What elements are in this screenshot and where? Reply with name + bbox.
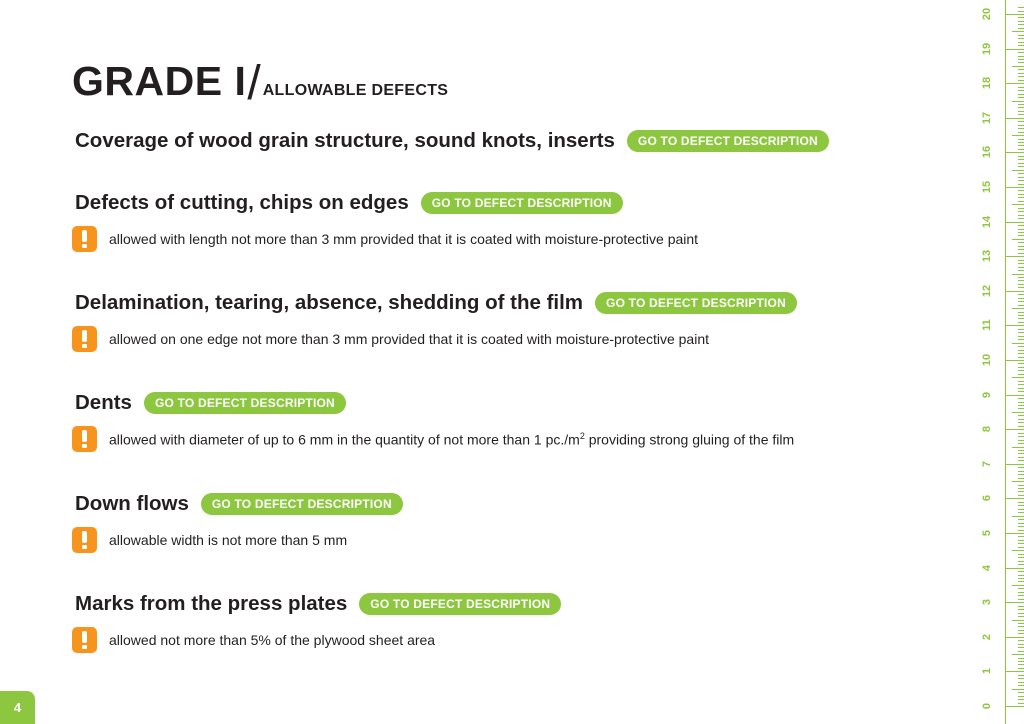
- ruler-tick: [1018, 94, 1024, 95]
- ruler-label: 4: [981, 564, 993, 572]
- section-cutting-defects: [75, 188, 698, 252]
- ruler-tick: [1018, 370, 1024, 371]
- ruler-tick: [1018, 114, 1024, 115]
- ruler-tick: [1018, 315, 1024, 316]
- ruler-tick: [1018, 588, 1024, 589]
- ruler-tick: [1018, 599, 1024, 600]
- ruler-tick: [1005, 360, 1024, 361]
- ruler-tick: [1018, 426, 1024, 427]
- ruler-tick: [1018, 163, 1024, 164]
- ruler-tick: [1018, 17, 1024, 18]
- ruler-tick: [1018, 557, 1024, 558]
- ruler-tick: [1018, 62, 1024, 63]
- ruler-tick: [1018, 267, 1024, 268]
- ruler-tick: [1018, 609, 1024, 610]
- ruler-tick: [1018, 651, 1024, 652]
- ruler-label: 11: [981, 319, 993, 331]
- ruler-tick: [1012, 239, 1024, 240]
- section-title: Delamination, tearing, absence, shedding of the film: [75, 291, 584, 314]
- ruler-tick: [1018, 523, 1024, 524]
- ruler-tick: [1018, 24, 1024, 25]
- ruler-tick: [1012, 516, 1024, 517]
- ruler-tick: [1018, 519, 1024, 520]
- ruler-tick: [1018, 478, 1024, 479]
- ruler-tick: [1018, 208, 1024, 209]
- ruler-label: 18: [981, 76, 993, 90]
- ruler-tick: [1005, 706, 1024, 707]
- ruler-tick: [1018, 139, 1024, 140]
- ruler-tick: [1018, 578, 1024, 579]
- ruler-tick: [1018, 28, 1024, 29]
- ruler-tick: [1018, 668, 1024, 669]
- ruler-tick: [1018, 419, 1024, 420]
- ruler-tick: [1005, 671, 1024, 672]
- ruler-tick: [1018, 398, 1024, 399]
- ruler-tick: [1018, 350, 1024, 351]
- ruler-tick: [1018, 381, 1024, 382]
- ruler-tick: [1018, 270, 1024, 271]
- ruler-tick: [1018, 177, 1024, 178]
- ruler-tick: [1018, 581, 1024, 582]
- ruler-tick: [1018, 194, 1024, 195]
- ruler-tick: [1018, 180, 1024, 181]
- ruler-tick: [1012, 204, 1024, 205]
- go-to-defect-description-button[interactable]: GO TO DEFECT DESCRIPTION: [359, 593, 561, 615]
- ruler-tick: [1018, 595, 1024, 596]
- ruler-tick: [1005, 637, 1024, 638]
- ruler-tick: [1018, 696, 1024, 697]
- ruler-tick: [1018, 215, 1024, 216]
- ruler-tick: [1018, 623, 1024, 624]
- ruler-tick: [1005, 498, 1024, 499]
- ruler-label: 13: [981, 249, 993, 263]
- ruler-tick: [1018, 471, 1024, 472]
- section-note: allowed not more than 5% of the plywood sheet area: [109, 632, 436, 648]
- ruler-tick: [1018, 491, 1024, 492]
- ruler-tick: [1012, 447, 1024, 448]
- ruler-tick: [1018, 415, 1024, 416]
- ruler-label: 19: [981, 42, 993, 56]
- ruler-tick: [1018, 630, 1024, 631]
- ruler-tick: [1018, 218, 1024, 219]
- ruler-tick: [1018, 543, 1024, 544]
- ruler-tick: [1018, 526, 1024, 527]
- ruler-tick: [1018, 357, 1024, 358]
- ruler-tick: [1018, 201, 1024, 202]
- ruler-tick: [1005, 291, 1024, 292]
- ruler-tick: [1018, 453, 1024, 454]
- ruler-tick: [1005, 256, 1024, 257]
- ruler-tick: [1018, 7, 1024, 8]
- ruler-tick: [1018, 125, 1024, 126]
- ruler-tick: [1018, 575, 1024, 576]
- ruler-tick: [1005, 152, 1024, 153]
- section-press-plate-marks: [75, 589, 561, 653]
- ruler-tick: [1018, 90, 1024, 91]
- ruler-label: 8: [981, 425, 993, 433]
- title-slash: /: [247, 57, 261, 110]
- ruler-tick: [1005, 568, 1024, 569]
- ruler-tick: [1018, 145, 1024, 146]
- ruler-tick: [1018, 433, 1024, 434]
- ruler-tick: [1012, 412, 1024, 413]
- ruler-label: 14: [981, 215, 993, 229]
- ruler-tick: [1018, 675, 1024, 676]
- title-subtitle: ALLOWABLE DEFECTS: [262, 82, 449, 99]
- ruler-line: [1005, 0, 1006, 724]
- section-dents: [75, 388, 794, 452]
- ruler-tick: [1018, 211, 1024, 212]
- ruler-tick: [1018, 391, 1024, 392]
- ruler-tick: [1012, 101, 1024, 102]
- section-note: allowable width is not more than 5 mm: [109, 532, 348, 548]
- ruler-tick: [1012, 274, 1024, 275]
- ruler-tick: [1018, 87, 1024, 88]
- go-to-defect-description-button[interactable]: GO TO DEFECT DESCRIPTION: [144, 392, 346, 414]
- section-title: Defects of cutting, chips on edges: [75, 191, 409, 214]
- ruler-tick: [1018, 284, 1024, 285]
- ruler-tick: [1018, 225, 1024, 226]
- ruler-tick: [1012, 135, 1024, 136]
- ruler-tick: [1018, 388, 1024, 389]
- ruler-tick: [1018, 287, 1024, 288]
- section-title: Marks from the press plates: [75, 592, 348, 615]
- ruler-tick: [1018, 405, 1024, 406]
- ruler-tick: [1018, 235, 1024, 236]
- ruler-tick: [1018, 474, 1024, 475]
- ruler-tick: [1018, 495, 1024, 496]
- ruler-tick: [1018, 11, 1024, 12]
- ruler-tick: [1018, 613, 1024, 614]
- ruler-tick: [1018, 443, 1024, 444]
- ruler-tick: [1018, 616, 1024, 617]
- ruler-tick: [1012, 377, 1024, 378]
- ruler-tick: [1005, 187, 1024, 188]
- ruler-tick: [1018, 301, 1024, 302]
- ruler-tick: [1005, 222, 1024, 223]
- ruler-tick: [1012, 343, 1024, 344]
- ruler-tick: [1018, 682, 1024, 683]
- ruler-tick: [1018, 512, 1024, 513]
- ruler-tick: [1018, 35, 1024, 36]
- ruler-tick: [1018, 606, 1024, 607]
- ruler-tick: [1018, 111, 1024, 112]
- ruler-label: 20: [981, 7, 993, 21]
- ruler-tick: [1018, 277, 1024, 278]
- ruler-tick: [1018, 564, 1024, 565]
- ruler-label: 6: [981, 494, 993, 502]
- ruler-label: 7: [981, 460, 993, 468]
- ruler-tick: [1018, 703, 1024, 704]
- title-grade: GRADE I: [72, 58, 247, 104]
- ruler-tick: [1018, 363, 1024, 364]
- note-text-part: providing strong gluing of the film: [584, 431, 795, 448]
- ruler-tick: [1018, 664, 1024, 665]
- ruler-label: 15: [981, 180, 993, 194]
- ruler-tick: [1018, 142, 1024, 143]
- ruler-tick: [1018, 485, 1024, 486]
- go-to-defect-description-button[interactable]: GO TO DEFECT DESCRIPTION: [421, 192, 623, 214]
- ruler-tick: [1018, 166, 1024, 167]
- ruler-tick: [1018, 699, 1024, 700]
- ruler-tick: [1005, 429, 1024, 430]
- section-down-flows: [75, 489, 403, 553]
- ruler-tick: [1018, 232, 1024, 233]
- ruler-tick: [1018, 73, 1024, 74]
- ruler-tick: [1018, 488, 1024, 489]
- ruler-tick: [1018, 384, 1024, 385]
- section-coverage: [75, 126, 829, 156]
- ruler-label: 17: [981, 111, 993, 125]
- ruler-label: 1: [981, 667, 993, 675]
- section-title: Down flows: [75, 492, 189, 515]
- warning-icon: [72, 226, 97, 252]
- ruler-tick: [1018, 640, 1024, 641]
- ruler-label: 5: [981, 529, 993, 537]
- ruler-tick: [1018, 644, 1024, 645]
- ruler-label: 0: [981, 702, 993, 710]
- ruler-tick: [1018, 97, 1024, 98]
- page-title: [72, 52, 449, 110]
- ruler-label: 9: [981, 391, 993, 399]
- ruler-tick: [1018, 159, 1024, 160]
- ruler-tick: [1018, 121, 1024, 122]
- warning-icon: [72, 627, 97, 653]
- ruler-tick: [1018, 253, 1024, 254]
- ruler-tick: [1005, 602, 1024, 603]
- ruler-tick: [1018, 184, 1024, 185]
- ruler-tick: [1018, 149, 1024, 150]
- ruler-label: 12: [981, 284, 993, 298]
- ruler-tick: [1018, 104, 1024, 105]
- ruler-tick: [1018, 294, 1024, 295]
- ruler-tick: [1012, 31, 1024, 32]
- ruler-tick: [1018, 21, 1024, 22]
- go-to-defect-description-button[interactable]: GO TO DEFECT DESCRIPTION: [627, 130, 829, 152]
- ruler-tick: [1018, 107, 1024, 108]
- ruler-tick: [1018, 647, 1024, 648]
- ruler-tick: [1018, 336, 1024, 337]
- ruler-tick: [1018, 76, 1024, 77]
- ruler-tick: [1018, 242, 1024, 243]
- ruler-tick: [1018, 530, 1024, 531]
- go-to-defect-description-button[interactable]: GO TO DEFECT DESCRIPTION: [201, 493, 403, 515]
- ruler-tick: [1012, 620, 1024, 621]
- ruler-tick: [1018, 156, 1024, 157]
- ruler-tick: [1018, 339, 1024, 340]
- ruler-tick: [1018, 460, 1024, 461]
- ruler-tick: [1005, 118, 1024, 119]
- note-superscript: 2: [579, 430, 585, 441]
- ruler-tick: [1018, 536, 1024, 537]
- ruler-tick: [1018, 547, 1024, 548]
- ruler-tick: [1018, 329, 1024, 330]
- ruler-tick: [1005, 533, 1024, 534]
- ruler-tick: [1018, 80, 1024, 81]
- ruler-tick: [1005, 49, 1024, 50]
- section-note: [109, 431, 794, 448]
- ruler-tick: [1018, 450, 1024, 451]
- ruler-tick: [1018, 249, 1024, 250]
- ruler-tick: [1018, 540, 1024, 541]
- ruler-tick: [1018, 509, 1024, 510]
- go-to-defect-description-button[interactable]: GO TO DEFECT DESCRIPTION: [595, 292, 797, 314]
- ruler-tick: [1012, 550, 1024, 551]
- ruler-tick: [1018, 367, 1024, 368]
- ruler-tick: [1005, 83, 1024, 84]
- warning-icon: [72, 527, 97, 553]
- ruler-tick: [1005, 14, 1024, 15]
- ruler-tick: [1018, 346, 1024, 347]
- ruler-tick: [1018, 633, 1024, 634]
- warning-icon: [72, 426, 97, 452]
- ruler-tick: [1018, 56, 1024, 57]
- ruler-tick: [1005, 464, 1024, 465]
- section-delamination: [75, 288, 797, 352]
- ruler-tick: [1012, 308, 1024, 309]
- ruler-tick: [1018, 132, 1024, 133]
- ruler-tick: [1018, 52, 1024, 53]
- ruler-tick: [1018, 505, 1024, 506]
- ruler-tick: [1018, 554, 1024, 555]
- ruler-tick: [1018, 246, 1024, 247]
- ruler-tick: [1018, 661, 1024, 662]
- ruler-tick: [1005, 395, 1024, 396]
- ruler-tick: [1018, 571, 1024, 572]
- ruler-tick: [1018, 685, 1024, 686]
- ruler-label: 10: [981, 353, 993, 367]
- ruler-tick: [1018, 197, 1024, 198]
- note-text-part: allowed with diameter of up to 6 mm in the quantity of not more than 1 pc./m: [109, 431, 580, 448]
- ruler-tick: [1018, 38, 1024, 39]
- ruler-tick: [1018, 332, 1024, 333]
- page-number: 4: [0, 691, 35, 724]
- ruler-tick: [1018, 69, 1024, 70]
- ruler-tick: [1018, 402, 1024, 403]
- ruler-tick: [1018, 190, 1024, 191]
- ruler-label: 3: [981, 598, 993, 606]
- ruler-tick: [1012, 585, 1024, 586]
- ruler-tick: [1018, 592, 1024, 593]
- ruler-tick: [1018, 128, 1024, 129]
- ruler-tick: [1018, 322, 1024, 323]
- ruler-tick: [1018, 626, 1024, 627]
- ruler-tick: [1012, 689, 1024, 690]
- ruler-tick: [1018, 440, 1024, 441]
- ruler-tick: [1018, 280, 1024, 281]
- ruler-tick: [1018, 692, 1024, 693]
- ruler-tick: [1018, 467, 1024, 468]
- ruler-tick: [1018, 173, 1024, 174]
- ruler-tick: [1018, 678, 1024, 679]
- ruler-tick: [1018, 42, 1024, 43]
- ruler-tick: [1018, 229, 1024, 230]
- ruler-tick: [1005, 325, 1024, 326]
- ruler-tick: [1012, 66, 1024, 67]
- ruler-tick: [1018, 457, 1024, 458]
- ruler-label: 16: [981, 145, 993, 159]
- section-title: Coverage of wood grain structure, sound knots, inserts: [75, 129, 615, 152]
- ruler-tick: [1012, 481, 1024, 482]
- section-title: Dents: [75, 391, 132, 414]
- ruler-tick: [1018, 260, 1024, 261]
- ruler-label: 2: [981, 633, 993, 641]
- ruler-tick: [1018, 502, 1024, 503]
- ruler-tick: [1018, 353, 1024, 354]
- ruler-tick: [1018, 45, 1024, 46]
- ruler-tick: [1018, 59, 1024, 60]
- ruler-tick: [1018, 312, 1024, 313]
- section-note: allowed on one edge not more than 3 mm provided that it is coated with moisture-protective paint: [109, 331, 709, 347]
- ruler-tick: [1018, 263, 1024, 264]
- ruler-tick: [1018, 318, 1024, 319]
- ruler-tick: [1018, 374, 1024, 375]
- warning-icon: [72, 326, 97, 352]
- ruler-tick: [1018, 658, 1024, 659]
- ruler-tick: [1018, 408, 1024, 409]
- ruler-tick: [1018, 298, 1024, 299]
- ruler-tick: [1012, 654, 1024, 655]
- ruler-tick: [1018, 422, 1024, 423]
- ruler-tick: [1018, 436, 1024, 437]
- section-note: allowed with length not more than 3 mm provided that it is coated with moisture-protective paint: [109, 231, 699, 247]
- ruler-tick: [1018, 561, 1024, 562]
- ruler-tick: [1012, 170, 1024, 171]
- ruler-tick: [1018, 305, 1024, 306]
